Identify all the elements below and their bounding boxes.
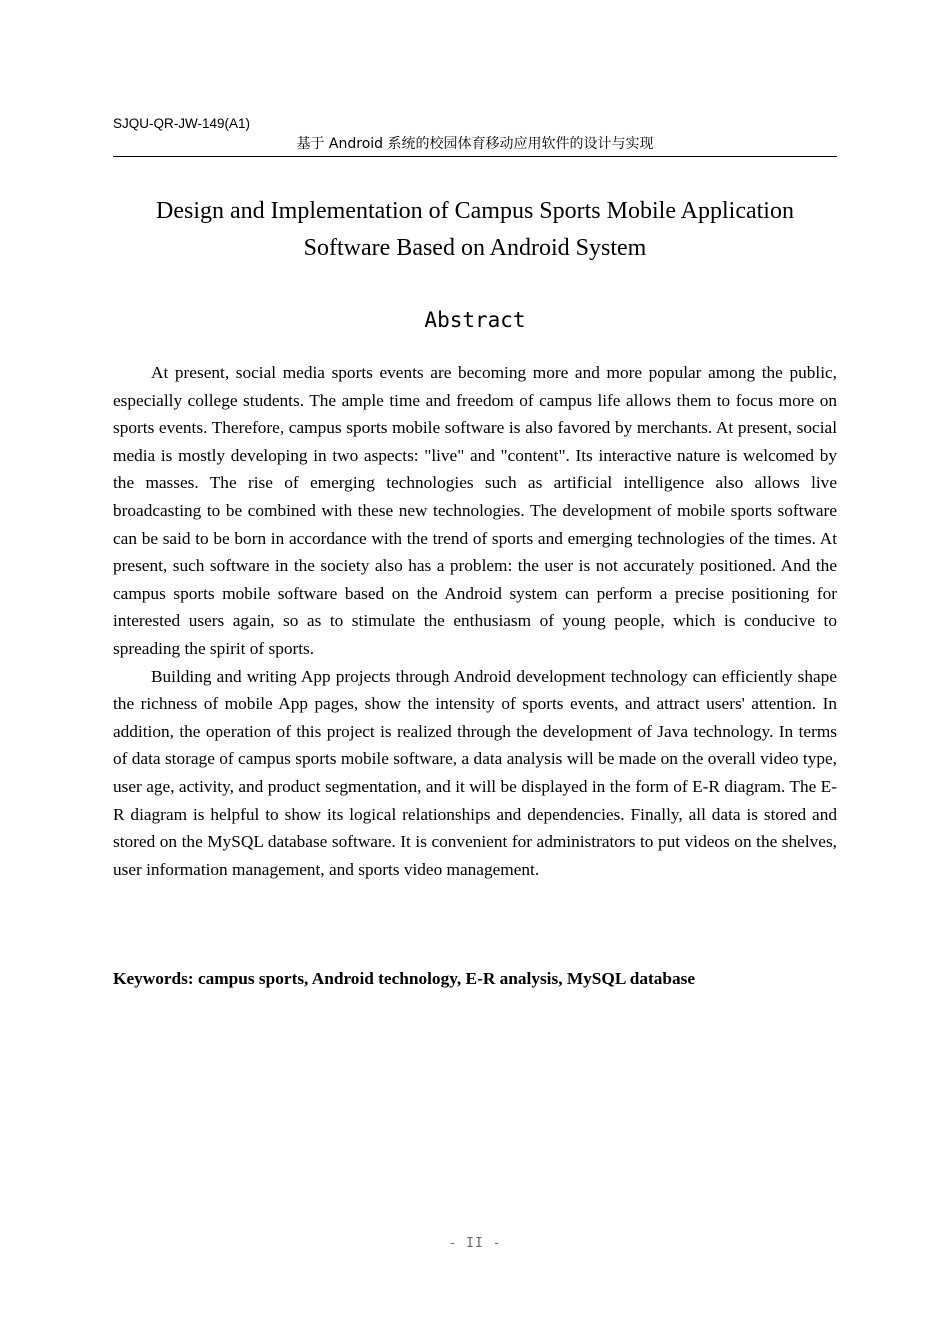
header-running-title: 基于 Android 系统的校园体育移动应用软件的设计与实现 <box>296 136 654 152</box>
abstract-heading: Abstract <box>424 308 526 332</box>
header-rule <box>113 156 837 157</box>
abstract-paragraph-1: At present, social media sports events are becoming more and more popular among the public, especially college students. The ample time and freedom of campus life allows them to focus more on sports events. Therefore, campus sports mobile software is also favored by merchants. At present, social media is mostly developing in two aspects: "live" and "content". Its interactive nature is welcomed by the masses. The rise of emerging technologies such as artificial intelligence also allows live broadcasting to be combined with these new technologies. The development of mobile sports software can be said to be born in accordance with the trend of sports and emerging technologies of the times. At present, such software in the society also has a problem: the user is not accurately positioned. And the campus sports mobile software based on the Android system can perform a precise positioning for interested users again, so as to stimulate the enthusiasm of young people, which is conducive to spreading the spirit of sports. <box>113 363 837 658</box>
abstract-body <box>113 359 837 883</box>
header-document-code: SJQU-QR-JW-149(A1) <box>113 116 251 131</box>
keywords-line: Keywords: campus sports, Android technology, E-R analysis, MySQL database <box>113 969 696 988</box>
document-title-line-2: Software Based on Android System <box>303 235 647 261</box>
document-title <box>113 193 837 267</box>
document-title-line-1: Design and Implementation of Campus Sports Mobile Application <box>156 198 794 224</box>
abstract-paragraph-2: Building and writing App projects through Android development technology can efficiently shape the richness of mobile App pages, show the intensity of sports events, and attract users' attention. In addition, the operation of this project is realized through the development of Java technology. In terms of data storage of campus sports mobile software, a data analysis will be made on the overall video type, user age, activity, and product segmentation, and it will be displayed in the form of E-R diagram. The E-R diagram is helpful to show its logical relationships and dependencies. Finally, all data is stored and stored on the MySQL database software. It is convenient for administrators to put videos on the shelves, user information management, and sports video management. <box>113 666 837 879</box>
page-number: - II - <box>448 1236 502 1251</box>
